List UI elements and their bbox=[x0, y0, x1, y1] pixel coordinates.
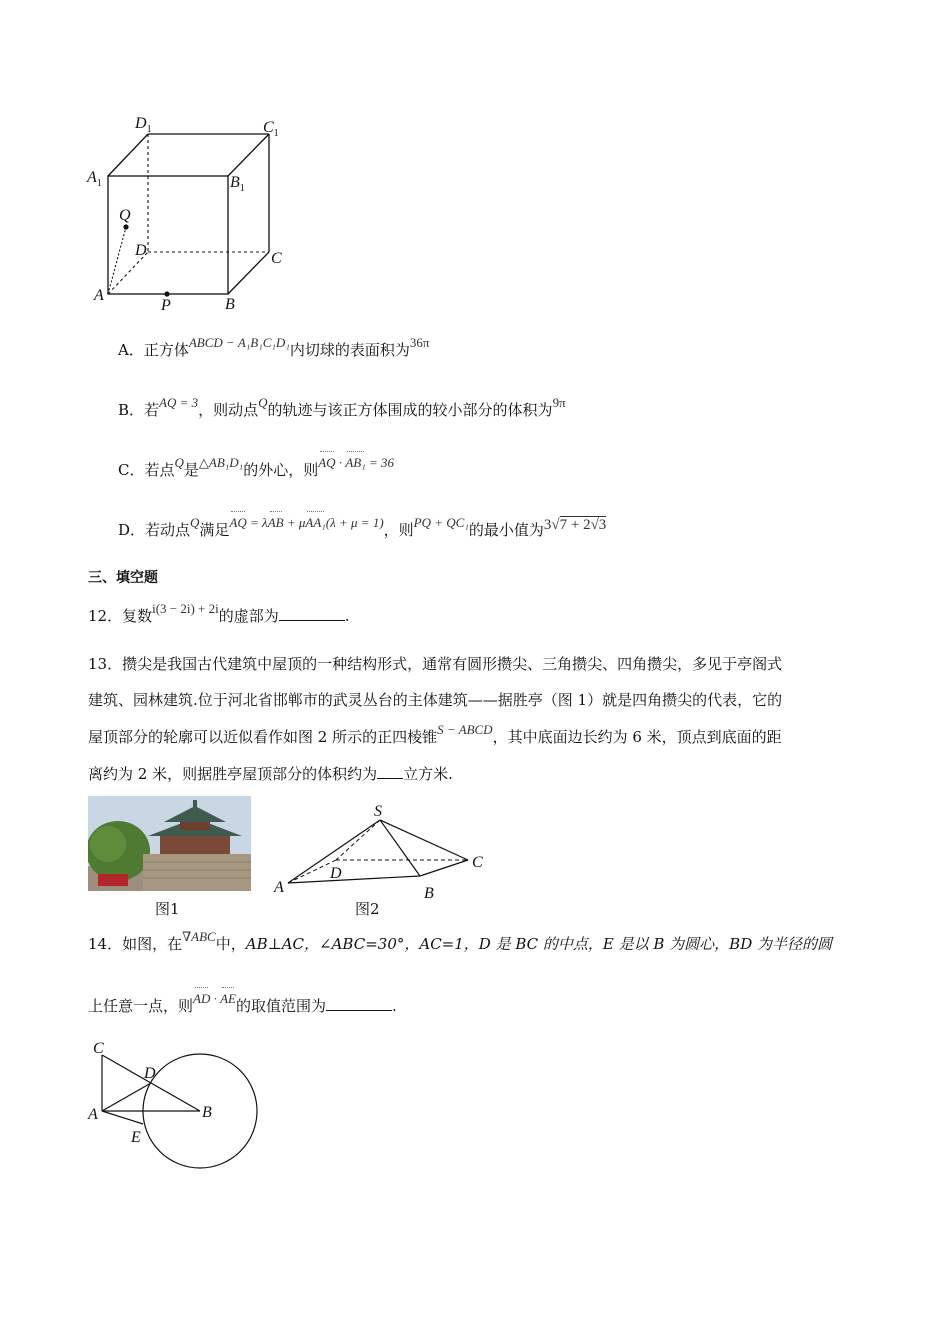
triangle-circle-figure bbox=[85, 1035, 265, 1175]
svg-text:C: C bbox=[472, 854, 483, 871]
question-13-line1: 13．攒尖是我国古代建筑中屋顶的一种结构形式，通常有圆形攒尖、三角攒尖、四角攒尖，多见于亭阁式 bbox=[88, 655, 783, 673]
svg-text:P: P bbox=[161, 297, 171, 314]
svg-text:A: A bbox=[274, 879, 284, 896]
answer-blank-12[interactable] bbox=[279, 606, 345, 621]
svg-text:C1: $C_1$ bbox=[263, 119, 279, 139]
option-a: A．正方体ABCD − A₁B₁C₁D₁内切球的表面积为36π bbox=[118, 335, 430, 359]
question-13-line4: 离约为 2 米，则据胜亭屋顶部分的体积约为 立方米. bbox=[88, 765, 453, 783]
option-d: D．若动点Q满足AQ = λAB + μAA₁(λ + μ = 1)，则PQ + QC₁的最小值为3√7 + 2√3 bbox=[118, 515, 607, 539]
answer-blank-13[interactable] bbox=[377, 764, 403, 779]
option-c: C．若点Q是△AB₁D₁的外心，则AQ · AB₁ = 36 bbox=[118, 455, 394, 479]
cube-front-face bbox=[108, 176, 228, 294]
cube-figure bbox=[85, 110, 300, 315]
question-14-line2: 上任意一点，则AD · AE的取值范围为 . bbox=[88, 991, 397, 1015]
svg-text:B: B bbox=[424, 885, 434, 902]
svg-text:Q: Q bbox=[119, 207, 131, 224]
svg-text:S: S bbox=[374, 803, 382, 820]
point-q bbox=[123, 224, 128, 229]
section-title: 三、填空题 bbox=[88, 570, 158, 586]
svg-text:B1: $B_1$ bbox=[230, 174, 245, 194]
answer-blank-14[interactable] bbox=[326, 996, 392, 1011]
point-p bbox=[164, 291, 169, 296]
svg-text:D: D bbox=[330, 865, 342, 882]
question-14-line1: 14．如图，在∇ABC中，AB⊥AC，∠ABC=30°，AC=1，D 是 BC 的中点，E 是以 B 为圆心，BD 为半径的圆 bbox=[88, 929, 832, 953]
svg-text:C: C bbox=[271, 250, 282, 267]
figure1-caption: 图1 bbox=[155, 900, 180, 918]
question-13-line3: 屋顶部分的轮廓可以近似看作如图 2 所示的正四棱锥S − ABCD，其中底面边长约为 6 米，顶点到底面的距 bbox=[88, 722, 782, 746]
svg-text:A1: $A_1$ bbox=[87, 169, 102, 189]
svg-text:D: D bbox=[144, 1065, 156, 1082]
question-12: 12．复数i(3 − 2i) + 2i的虚部为 . bbox=[88, 601, 350, 625]
option-a-math: ABCD − A₁B₁C₁D₁ bbox=[188, 335, 290, 350]
svg-text:E: E bbox=[131, 1129, 141, 1146]
pyramid-figure bbox=[268, 798, 493, 903]
svg-text:D1: $D_1$ bbox=[135, 115, 152, 135]
svg-text:B: B bbox=[225, 296, 235, 313]
pavilion-photo bbox=[88, 796, 251, 891]
svg-text:A: A bbox=[94, 287, 104, 304]
option-b: B．若AQ = 3，则动点Q的轨迹与该正方体围成的较小部分的体积为9π bbox=[118, 395, 566, 419]
svg-text:D: D bbox=[135, 242, 147, 259]
svg-text:A: A bbox=[88, 1106, 98, 1123]
question-13-line2: 建筑、园林建筑.位于河北省邯郸市的武灵丛台的主体建筑——据胜亭（图 1）就是四角攒尖的代表，它的 bbox=[88, 691, 783, 709]
svg-text:C: C bbox=[93, 1040, 104, 1057]
figure2-caption: 图2 bbox=[355, 900, 380, 918]
svg-text:B: B bbox=[202, 1104, 212, 1121]
